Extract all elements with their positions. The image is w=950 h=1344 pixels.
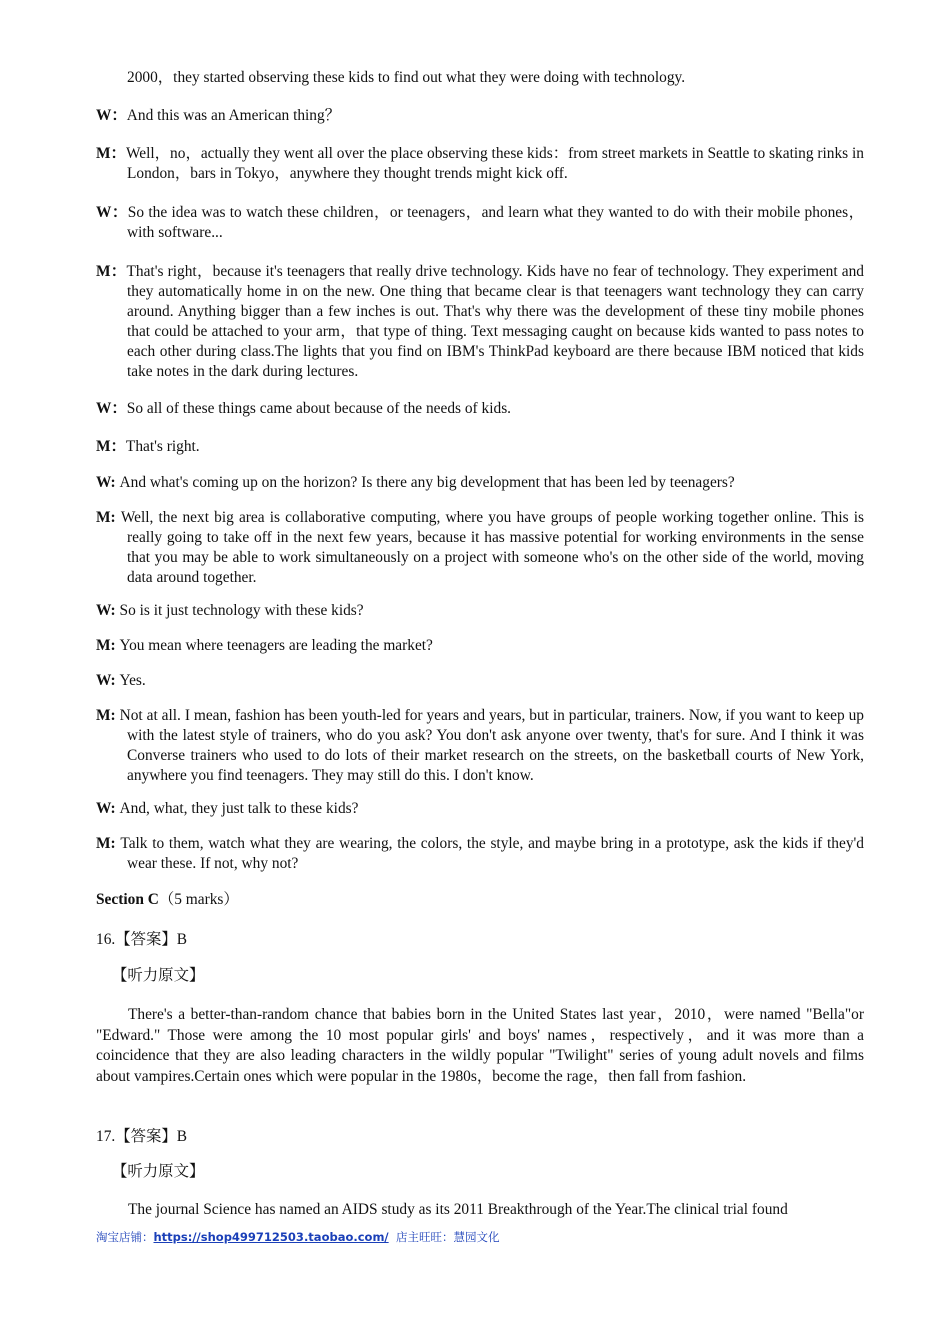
utterance: That's right. (125, 438, 200, 455)
transcript-label-16: 【听力原文】 (112, 967, 205, 984)
utterance: Well, the next big area is collaborative computing, where you have groups of people working together online. This is really going to take off in the next few years, because it has massive potential for working environments in the sense that you may be able to work simultaneously on a project with someone who's on the other side of the world, moving data around together. (120, 509, 865, 586)
dialogue-line (96, 262, 864, 382)
speaker: M: (96, 707, 120, 724)
speaker: W： (96, 400, 127, 417)
section-heading (96, 890, 864, 910)
section-title: Section C (96, 891, 159, 908)
dialogue-line (96, 834, 864, 874)
utterance: So the idea was to watch these children，or teenagers，and learn what they wanted to do with their mobile phones，with software... (127, 204, 864, 241)
dialogue-line (96, 706, 864, 786)
utterance: Talk to them, watch what they are wearing, the colors, the style, and maybe bring in a prototype, ask the kids if they'd wear these. If not, why not? (120, 835, 864, 872)
answer-16: 16.【答案】B (96, 931, 188, 948)
speaker: M： (96, 145, 126, 162)
shop-label: 淘宝店铺： (96, 1230, 154, 1244)
speaker: W: (96, 602, 120, 619)
utterance: Not at all. I mean, fashion has been youth-led for years and years, but in particular, trainers. Now, if you want to keep up with the latest style of trainers, who do you ask? You don't ask anyone over twenty, that's for sure. And I think it was Converse trainers who used to do lots of their market research on the streets, on the basketball courts of New York, anywhere you find teenagers. They may still do this. I don't know. (119, 707, 865, 784)
continuation-line: 2000，they started observing these kids to find out what they were doing with technology. (127, 69, 686, 86)
speaker: M: (96, 835, 121, 852)
utterance: And what's coming up on the horizon? Is there any big development that has been led by teenagers? (119, 474, 735, 491)
utterance: Yes. (119, 672, 146, 689)
dialogue-line (96, 144, 864, 184)
dialogue-line (96, 437, 864, 457)
utterance: So all of these things came about because of the needs of kids. (126, 400, 512, 417)
utterance: That's right，because it's teenagers that really drive technology. Kids have no fear of technology. They experiment and they automatically home in on the new. One thing that became clear is that teenagers want technology they can carry around. Anything bigger than a few inches is out. That's why there was the development of these tiny mobile phones that could be attached to your arm，that type of thing. Text messaging caught on because kids wanted to pass notes to each other during class.The lights that you find on IBM's ThinkPad keyboard are there because IBM noticed that kids take notes in the dark during lectures. (126, 263, 864, 380)
speaker: W： (96, 204, 128, 221)
speaker: W： (96, 107, 127, 124)
dialogue-line (96, 601, 864, 621)
speaker: M: (96, 509, 121, 526)
dialogue-line (96, 508, 864, 588)
transcript-label-17: 【听力原文】 (112, 1163, 205, 1180)
speaker: W: (96, 800, 120, 817)
dialogue-line (96, 671, 864, 691)
utterance: So is it just technology with these kids? (119, 602, 364, 619)
speaker: M： (96, 263, 127, 280)
dialogue-line (96, 636, 864, 656)
speaker: M: (96, 637, 120, 654)
shop-link[interactable]: https://shop499712503.taobao.com/ (153, 1230, 389, 1244)
speaker: W: (96, 474, 120, 491)
speaker: W: (96, 672, 120, 689)
dialogue-line (96, 473, 864, 493)
dialogue-line (96, 106, 864, 126)
dialogue-line (96, 399, 864, 419)
speaker: M： (96, 438, 126, 455)
utterance: And this was an American thing？ (126, 107, 341, 124)
answer-17: 17.【答案】B (96, 1128, 188, 1145)
section-marks: （5 marks） (158, 891, 239, 908)
dialogue-line (96, 799, 864, 819)
dialogue-line (96, 203, 864, 243)
page-footer (96, 1229, 499, 1245)
transcript-17: The journal Science has named an AIDS study as its 2011 Breakthrough of the Year.The clinical trial found (128, 1201, 788, 1218)
owner-label: 店主旺旺：慧园文化 (395, 1230, 500, 1244)
transcript-16: There's a better-than-random chance that babies born in the United States last year，2010，were named "Bella"or "Edward." Those were among the 10 most popular girls' and boys' names，respectively，and it was more than a coincidence that they are also leading characters in the wildly popular "Twilight" series of young adult novels and films about vampires.Certain ones which were popular in the 1980s，become the rage，then fall from fashion. (96, 1006, 864, 1085)
utterance: Well，no，actually they went all over the place observing these kids：from street markets in Seattle to skating rinks in London，bars in Tokyo，anywhere they thought trends might kick off. (125, 145, 864, 182)
utterance: And, what, they just talk to these kids? (119, 800, 359, 817)
utterance: You mean where teenagers are leading the market? (119, 637, 433, 654)
